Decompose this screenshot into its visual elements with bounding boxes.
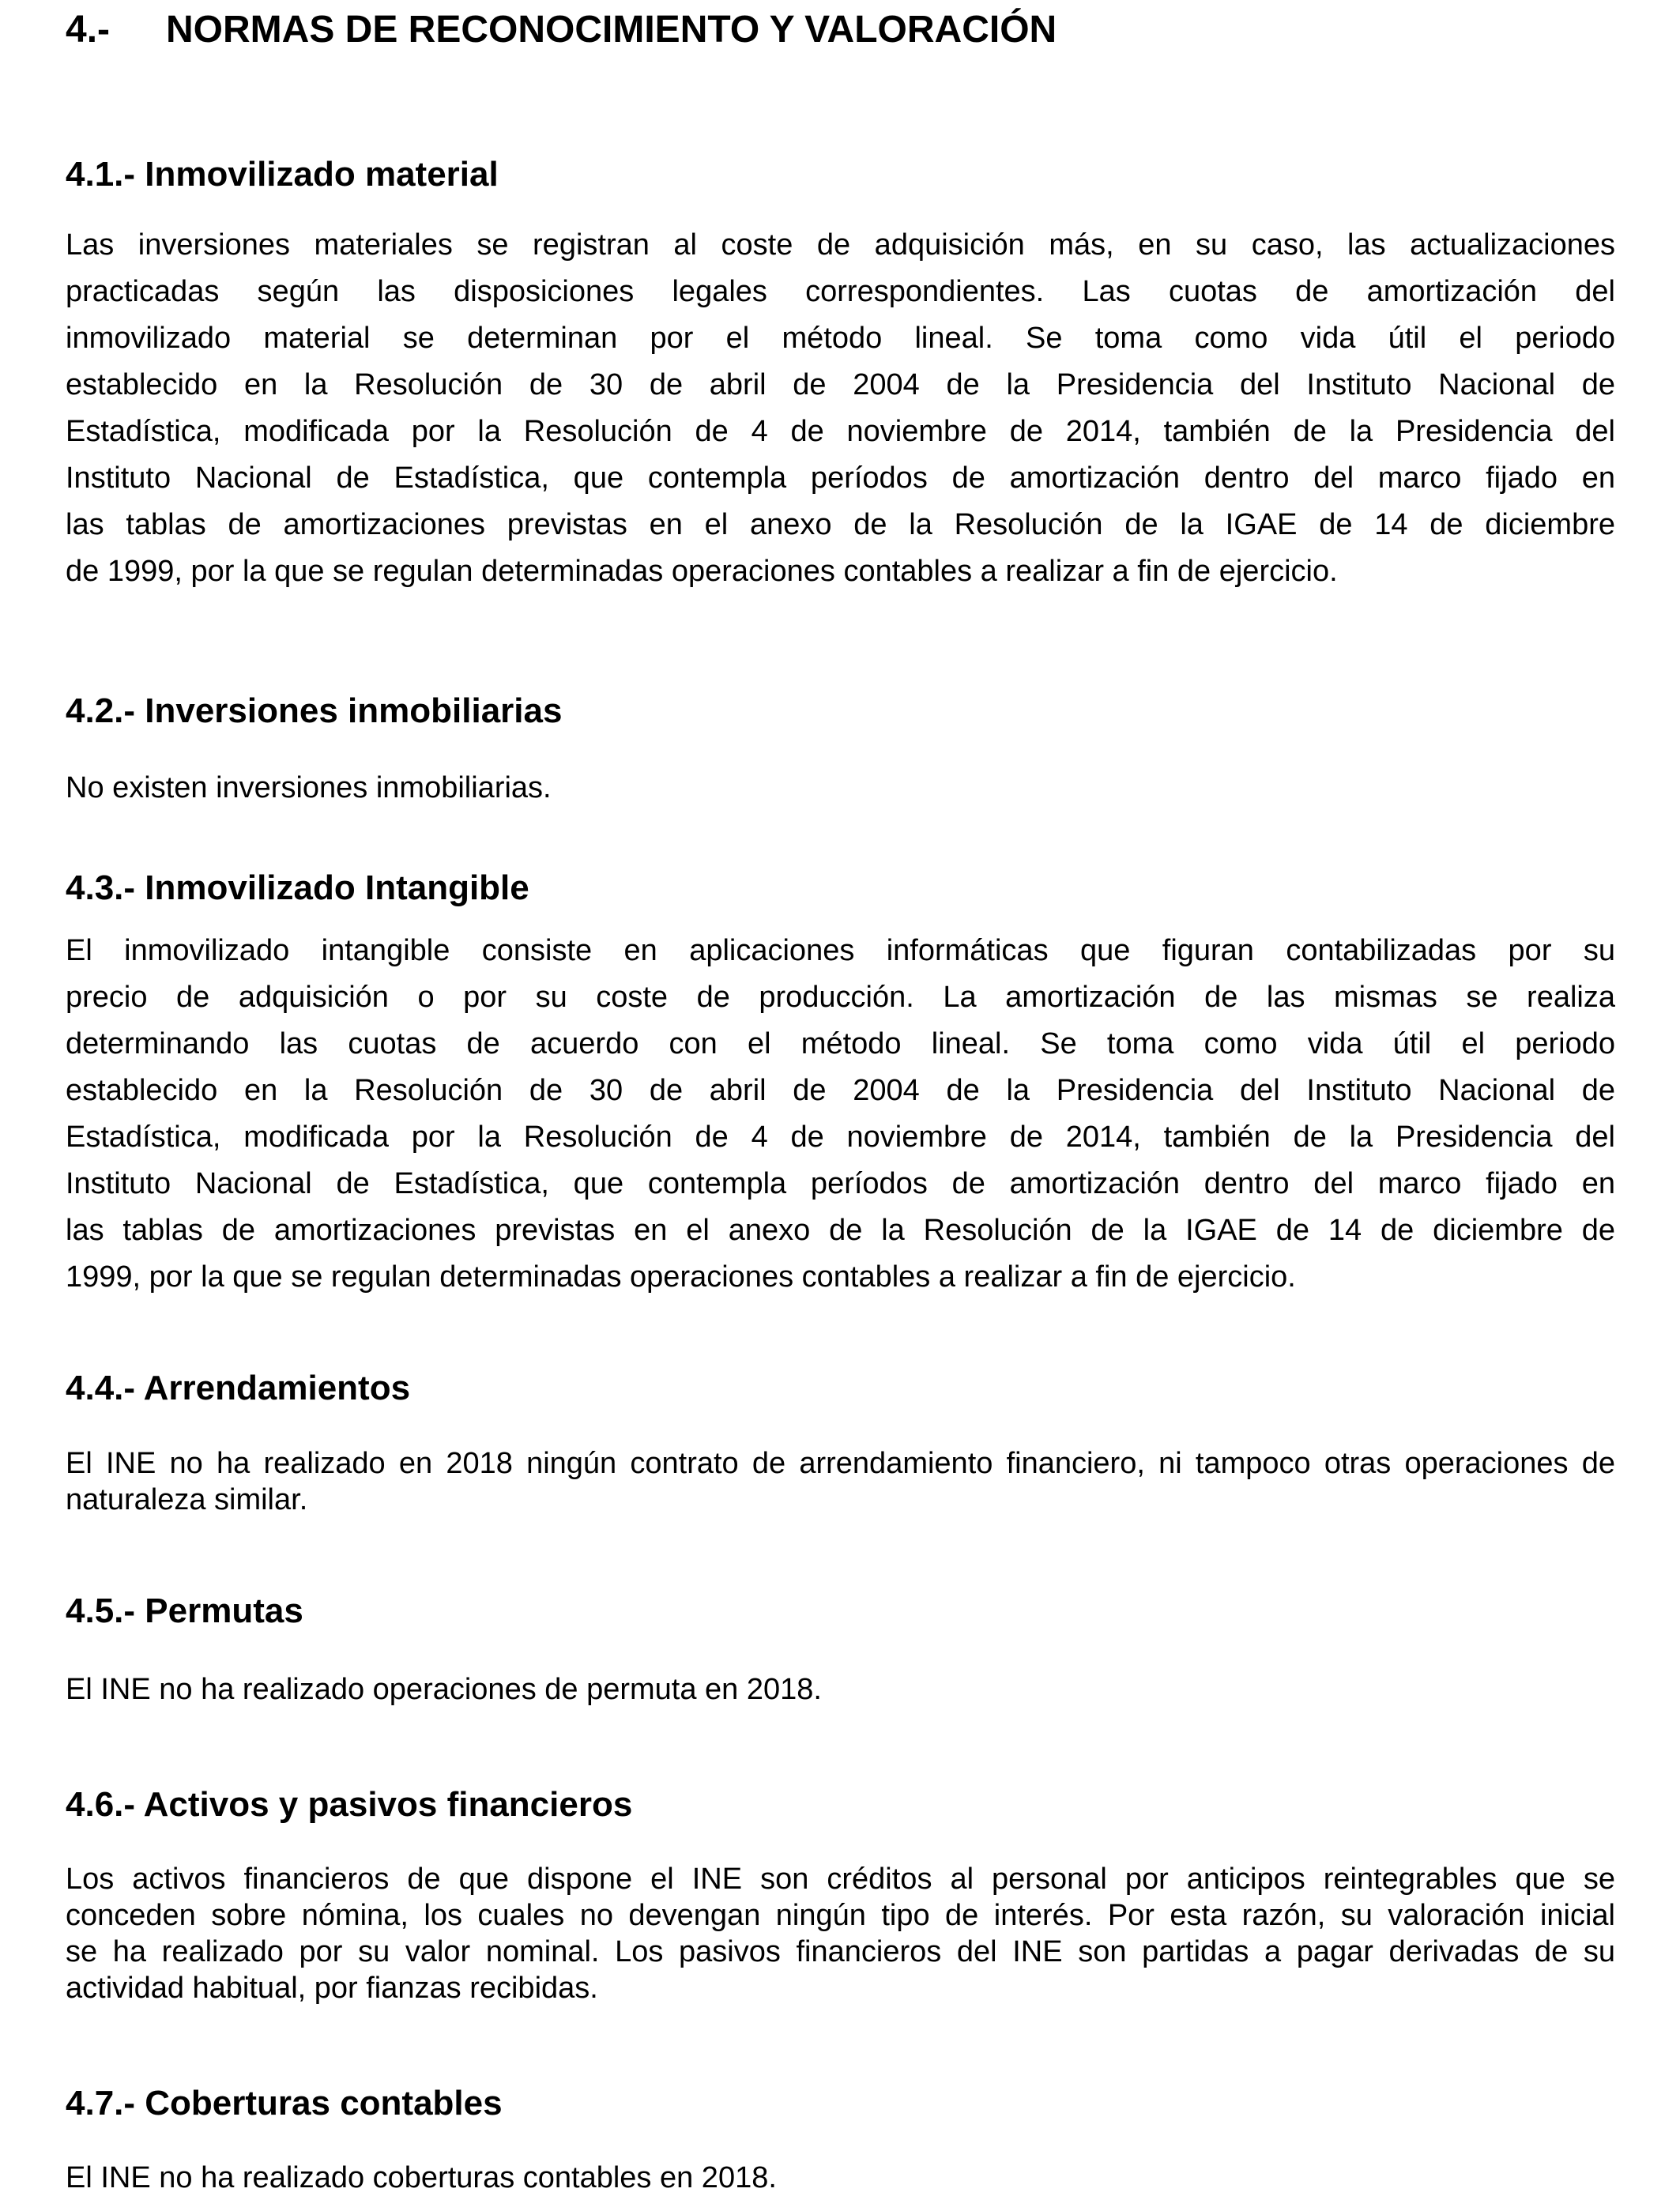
text-line: de 1999, por la que se regulan determinadas operaciones contables a realizar a fin de ejercicio. (66, 555, 1338, 588)
section-body-4-6 (66, 1861, 1615, 2006)
text-line: inmovilizado material se determinan por el método lineal. Se toma como vida útil el periodo (66, 322, 1615, 355)
text-line: El inmovilizado intangible consiste en aplicaciones informáticas que figuran contabilizadas por su (66, 934, 1615, 967)
chapter-title-text: NORMAS DE RECONOCIMIENTO Y VALORACIÓN (166, 9, 1057, 51)
text-line: El INE no ha realizado coberturas contables en 2018. (66, 2161, 777, 2194)
text-line: El INE no ha realizado operaciones de permuta en 2018. (66, 1673, 822, 1706)
text-line: conceden sobre nómina, los cuales no devengan ningún tipo de interés. Por esta razón, su valoración inicial (66, 1899, 1615, 1932)
text-line: Las inversiones materiales se registran al coste de adquisición más, en su caso, las actualizaciones (66, 228, 1615, 262)
chapter-title (66, 5, 1057, 55)
text-line: precio de adquisición o por su coste de producción. La amortización de las mismas se realiza (66, 981, 1615, 1014)
text-line: las tablas de amortizaciones previstas en el anexo de la Resolución de la IGAE de 14 de diciembre de (66, 1214, 1615, 1247)
text-line: determinando las cuotas de acuerdo con el método lineal. Se toma como vida útil el periodo (66, 1027, 1615, 1060)
text-line: practicadas según las disposiciones legales correspondientes. Las cuotas de amortización del (66, 275, 1615, 308)
text-line: Instituto Nacional de Estadística, que contempla períodos de amortización dentro del marco fijado en (66, 461, 1615, 495)
section-heading-4-2: 4.2.- Inversiones inmobiliarias (66, 691, 563, 730)
text-line: No existen inversiones inmobiliarias. (66, 771, 552, 804)
section-body-4-4 (66, 1445, 1615, 1518)
text-line: naturaleza similar. (66, 1483, 308, 1516)
text-line: se ha realizado por su valor nominal. Los pasivos financieros del INE son partidas a pagar derivadas de su (66, 1935, 1615, 1968)
section-body-4-5 (66, 1671, 1615, 1708)
section-body-4-7 (66, 2160, 1615, 2196)
text-line: las tablas de amortizaciones previstas en el anexo de la Resolución de la IGAE de 14 de diciembre (66, 508, 1615, 541)
text-line: actividad habitual, por fianzas recibidas. (66, 1972, 598, 2005)
chapter-number: 4.- (66, 9, 111, 51)
text-line: Estadística, modificada por la Resolución de 4 de noviembre de 2014, también de la Presidencia del (66, 415, 1615, 448)
section-heading-4-4: 4.4.- Arrendamientos (66, 1369, 411, 1407)
section-body-4-2 (66, 765, 1615, 812)
text-line: Instituto Nacional de Estadística, que contempla períodos de amortización dentro del marco fijado en (66, 1167, 1615, 1200)
text-line: establecido en la Resolución de 30 de abril de 2004 de la Presidencia del Instituto Nacional de (66, 1074, 1615, 1107)
text-line: Los activos financieros de que dispone el INE son créditos al personal por anticipos reintegrables que se (66, 1863, 1615, 1896)
section-heading-4-7: 4.7.- Coberturas contables (66, 2084, 503, 2123)
text-line: establecido en la Resolución de 30 de abril de 2004 de la Presidencia del Instituto Nacional de (66, 368, 1615, 401)
section-heading-4-5: 4.5.- Permutas (66, 1591, 303, 1630)
text-line: Estadística, modificada por la Resolución de 4 de noviembre de 2014, también de la Presidencia del (66, 1121, 1615, 1154)
text-line: El INE no ha realizado en 2018 ningún contrato de arrendamiento financiero, ni tampoco otras operaciones de (66, 1447, 1615, 1480)
section-heading-4-1: 4.1.- Inmovilizado material (66, 155, 499, 194)
section-body-4-3 (66, 928, 1615, 1301)
section-heading-4-6: 4.6.- Activos y pasivos financieros (66, 1785, 633, 1824)
text-line: 1999, por la que se regulan determinadas operaciones contables a realizar a fin de ejercicio. (66, 1260, 1296, 1294)
section-body-4-1 (66, 222, 1615, 595)
section-heading-4-3: 4.3.- Inmovilizado Intangible (66, 868, 529, 907)
